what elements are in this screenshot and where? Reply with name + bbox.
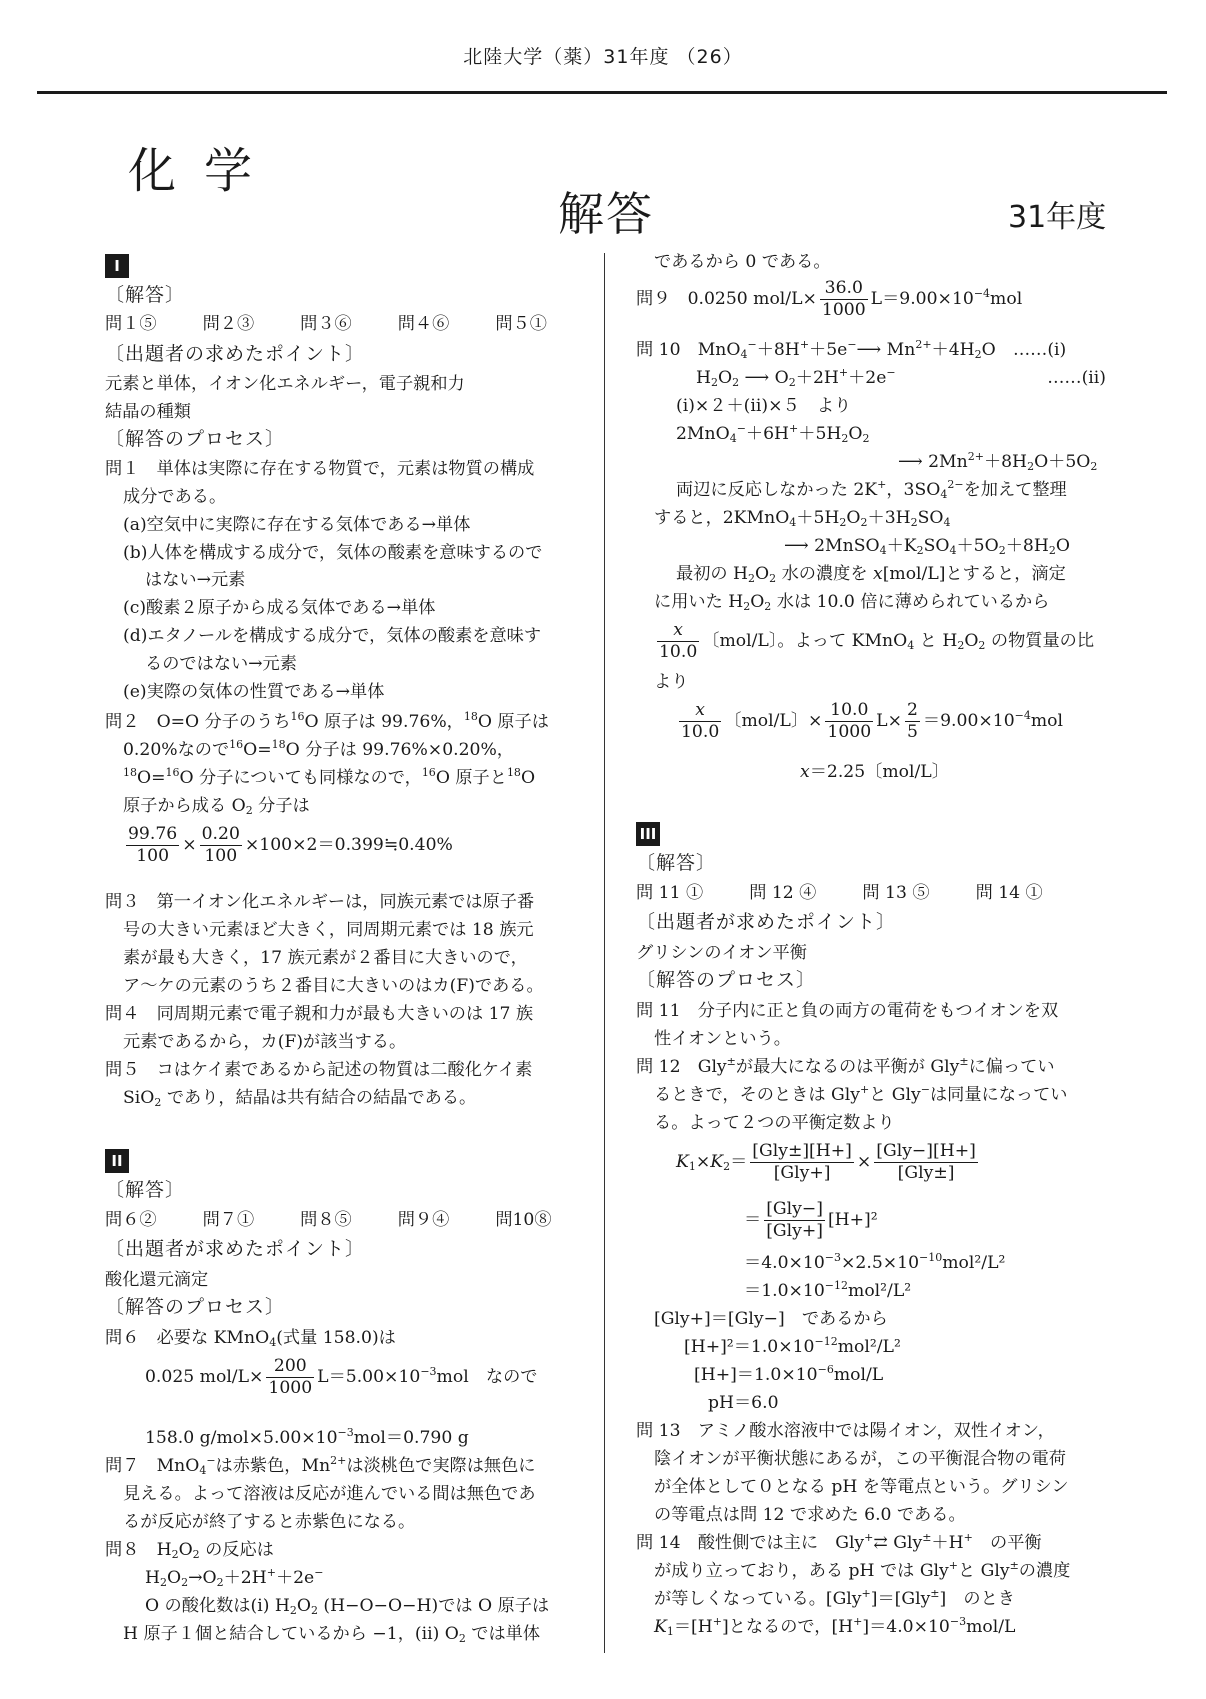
q7-line: 問７ MnO$_4$−は赤紫色，$Mn^{2+}$は淡桃色で実際は無色に <box>105 1454 536 1477</box>
label-kaito: 〔解答〕 <box>105 1179 186 1201</box>
q6-line: 問６ 必要な KMnO$_4$(式量 158.0)は <box>105 1328 396 1349</box>
answer-item: 問10⑧ <box>495 1210 552 1230</box>
q5-line: SiO$_2$ であり，結晶は共有結合の結晶である。 <box>123 1088 477 1109</box>
q3-line: ア～ケの元素のうち２番目に大きいのはカ(F)である。 <box>123 976 544 996</box>
q14-line: が成り立っており，ある pH では Gly+と Gly±の濃度 <box>654 1559 1071 1581</box>
q8-line: $H_2O_2\to O_2+2H^++2e^-$ <box>145 1566 324 1589</box>
q14-line: 問 14 酸性側では主に Gly+⇄ Gly±＋H+ の平衡 <box>636 1531 1042 1553</box>
section-badge-1: I <box>105 254 129 278</box>
label-process: 〔解答のプロセス〕 <box>105 428 286 450</box>
answer-item: 問 13 ⑤ <box>862 883 930 903</box>
answer-title: 解答 <box>558 187 654 241</box>
point-line: 結晶の種類 <box>105 402 191 422</box>
answer-row-2 <box>105 1212 598 1229</box>
q1-line: はない→元素 <box>145 570 246 590</box>
answer-item: 問 14 ① <box>975 883 1043 903</box>
q11-line: 問 11 分子内に正と負の両方の電荷をもつイオンを双 <box>636 1001 1059 1021</box>
q10-line: 問 10 MnO$_4$−＋8H+＋5e−⟶ $Mn^{2+}+4H_2O$ ……(i) <box>636 338 1067 361</box>
year-label: 31年度 <box>1008 200 1107 235</box>
q10-line: ⟶ $2MnSO_4+K_2SO_4+5O_2+8H_2O$ <box>784 536 1070 557</box>
q3-line: 問３ 第一イオン化エネルギーは，同族元素では原子番 <box>105 892 535 912</box>
answer-item: 問５① <box>495 314 547 334</box>
answer-item: 問４⑥ <box>397 314 450 334</box>
q12-line: るときで，そのときは Gly+と Gly−は同量になってい <box>654 1083 1068 1105</box>
column-divider <box>604 253 605 1653</box>
q10-line: $\frac{x}{10.0}$ 〔mol/L〕。よって KMnO$_4$ と $H_2O_2$ の物質量の比 <box>659 620 1095 663</box>
q7-line: るが反応が終了すると赤紫色になる。 <box>123 1512 416 1532</box>
q1-line: (e)実際の気体の性質である→単体 <box>123 682 385 702</box>
q8-line: 問８ $H_2O_2$ の反応は <box>105 1540 274 1561</box>
q1-line: るのではない→元素 <box>145 654 297 674</box>
answer-item: 問１⑤ <box>105 314 157 334</box>
q12-equation: $[H+]=1.0\times 10^{-6}mol/L$ <box>694 1363 884 1385</box>
answer-item: 問９④ <box>397 1210 450 1230</box>
q13-line: 問 13 アミノ酸水溶液中では陽イオン，双性イオン， <box>636 1421 1055 1441</box>
answer-item: 問３⑥ <box>300 314 352 334</box>
q12-equation: pH＝6.0 <box>708 1393 779 1413</box>
label-point: 〔出題者が求めたポイント〕 <box>105 1238 366 1260</box>
fraction: $\frac{\text{[Gly±][H+]}}{\text{[Gly+]}}$ <box>752 1141 852 1184</box>
q8-line: H 原子１個と結合しているから −1，(ii) $O_2$ では単体 <box>123 1624 541 1645</box>
q3-line: 素が最も大きく，17 族元素が２番目に大きいので， <box>123 948 528 968</box>
q4-line: 問４ 同周期元素で電子親和力が最も大きいのは 17 族 <box>105 1004 534 1024</box>
fraction: $\frac{0.20}{100}$ <box>201 824 240 867</box>
answer-row-1 <box>105 316 593 333</box>
answer-item: 問 12 ④ <box>749 883 817 903</box>
answer-item: 問７① <box>202 1210 255 1230</box>
q2-line: 原子から成る $O_2$ 分子は <box>123 796 310 817</box>
page-header: 北陸大学（薬）31年度 （26） <box>463 46 743 68</box>
q10-result: x＝2.25〔mol/L〕 <box>800 762 949 782</box>
q8-line: であるから 0 である。 <box>654 252 831 272</box>
q6-equation: 0.025 mol/L× $\frac{200}{1000}$ $L=5.00\times 10^{-3}mol$ なので <box>145 1356 538 1399</box>
q12-equation: ＝ $\frac{\text{[Gly−]}}{\text{[Gly+]}}$ [H+]² <box>744 1199 878 1242</box>
fraction: $\frac{36.0}{1000}$ <box>821 278 866 321</box>
q9-equation: 問９ 0.0250 mol/L× $\frac{36.0}{1000}$ $L=9.00\times 10^{-4}mol$ <box>636 278 1023 321</box>
q13-line: が全体として０となる pH を等電点という。グリシン <box>654 1477 1069 1497</box>
q10-line: より <box>654 672 689 692</box>
fraction: $\frac{\text{[Gly−][H+]}}{\text{[Gly±]}}$ <box>876 1141 976 1184</box>
label-kaito: 〔解答〕 <box>636 852 717 874</box>
q13-line: の等電点は問 12 で求めた 6.0 である。 <box>654 1505 966 1525</box>
point-line: 酸化還元滴定 <box>105 1270 209 1290</box>
fraction: $\frac{10.0}{1000}$ <box>827 700 872 743</box>
q2-equation: $\frac{99.76}{100}$ × $\frac{0.20}{100}$ ×100×2＝0.399≒0.40% <box>128 824 453 867</box>
label-process: 〔解答のプロセス〕 <box>636 969 817 991</box>
q1-line: (c)酸素２原子から成る気体である→単体 <box>123 598 436 618</box>
q10-line: $H_2O_2$ ⟶ $O_2+2H^++2e^-$ ……(ii) <box>696 366 1106 389</box>
fraction: $\frac{x}{10.0}$ <box>681 700 720 743</box>
q3-line: 号の大きい元素ほど大きく，同周期元素では 18 族元 <box>123 920 534 940</box>
q12-equation: $[H+]^2=1.0\times 10^{-12}mol^2/L^2$ <box>684 1335 901 1357</box>
fraction: $\frac{x}{10.0}$ <box>659 620 698 663</box>
label-point: 〔出題者が求めたポイント〕 <box>636 911 897 933</box>
q1-line: (a)空気中に実際に存在する気体である→単体 <box>123 515 471 535</box>
q5-line: 問５ コはケイ素であるから記述の物質は二酸化ケイ素 <box>105 1060 533 1080</box>
q10-line: に用いた $H_2O_2$ 水は 10.0 倍に薄められているから <box>654 592 1050 613</box>
q10-line: $2MnO_4^-+6H^++5H_2O_2$ <box>676 422 870 445</box>
q10-line: すると，$2KMnO_4+5H_2O_2+3H_2SO_4$ <box>654 508 951 529</box>
q13-line: 陰イオンが平衡状態にあるが，この平衡混合物の電荷 <box>654 1449 1066 1469</box>
q2-line: $^{18}$O=$^{16}$O 分子についても同様なので，$^{16}$O 原子と$^{18}$O <box>123 766 536 788</box>
q1-line: (d)エタノールを構成する成分で，気体の酸素を意味す <box>123 626 542 646</box>
section-badge-2: II <box>105 1149 129 1173</box>
q1-line: 問１ 単体は実際に存在する物質で，元素は物質の構成 <box>105 459 535 479</box>
q10-equation: $\frac{x}{10.0}$ 〔mol/L〕× $\frac{10.0}{1000}$ L× $\frac{2}{5}$ $=9.00\times 10^{-4}mol$ <box>681 700 1064 743</box>
label-process: 〔解答のプロセス〕 <box>105 1296 286 1318</box>
q10-line: 両辺に反応しなかった 2K+，$3SO_4^{2-}$を加えて整理 <box>676 478 1067 501</box>
answer-item: 問２③ <box>202 314 255 334</box>
answer-item: 問８⑤ <box>300 1210 352 1230</box>
q12-equation: $=4.0\times 10^{-3}\times 2.5\times 10^{-10}mol^2/L^2$ <box>744 1251 1006 1273</box>
section-badge-3: III <box>636 822 660 846</box>
q12-equation: $=1.0\times 10^{-12}mol^2/L^2$ <box>744 1279 912 1301</box>
point-line: グリシンのイオン平衡 <box>636 943 807 963</box>
q12-line: [Gly+]＝[Gly−] であるから <box>654 1309 888 1329</box>
q11-line: 性イオンという。 <box>654 1029 791 1049</box>
q12-line: 問 12 Gly±が最大になるのは平衡が Gly±に偏ってい <box>636 1055 1055 1077</box>
fraction: $\frac{\text{[Gly−]}}{\text{[Gly+]}}$ <box>766 1199 823 1242</box>
answer-item: 問６② <box>105 1210 157 1230</box>
q10-line: (i)×２＋(ii)×５ より <box>676 396 852 416</box>
fraction: $\frac{99.76}{100}$ <box>128 824 178 867</box>
label-point: 〔出題者の求めたポイント〕 <box>105 343 366 365</box>
q7-line: 見える。よって溶液は反応が進んでいる間は無色であ <box>123 1484 536 1504</box>
fraction: $\frac{2}{5}$ <box>906 700 918 743</box>
point-line: 元素と単体，イオン化エネルギー，電子親和力 <box>105 374 465 394</box>
answer-item: 問 11 ① <box>636 883 704 903</box>
q4-line: 元素であるから，カ(F)が該当する。 <box>123 1032 407 1052</box>
q10-line: 最初の $H_2O_2$ 水の濃度を x[mol/L]とすると，滴定 <box>676 564 1066 585</box>
q6-line: 158.0 $g/mol\times 5.00\times 10^{-3}mol=0.790$ g <box>145 1426 469 1448</box>
q14-line: $K_1=[H^+]$となるので，$[H^+]=4.0\times 10^{-3}mol/L$ <box>654 1615 1016 1638</box>
subject-title: 化学 <box>128 143 281 199</box>
q1-line: (b)人体を構成する成分で，気体の酸素を意味するので <box>123 543 543 563</box>
q1-line: 成分である。 <box>123 487 227 507</box>
q2-line: 0.20%なので$^{16}$O=$^{18}$O 分子は 99.76%×0.20%， <box>123 738 514 760</box>
header-rule <box>37 91 1167 94</box>
q8-line: O の酸化数は(i) $H_2O_2$ (H−O−O−H)では O 原子は <box>145 1596 550 1617</box>
q12-equation: $K_1\times K_2=$ $\frac{\text{[Gly±][H+]}}{\text{[Gly+]}}$ × $\frac{\text{[Gly−][H+]}}{\text{[Gly±]}}$ <box>676 1141 976 1184</box>
fraction: $\frac{200}{1000}$ <box>268 1356 313 1399</box>
q14-line: が等しくなっている。[Gly+]＝[Gly±] のとき <box>654 1587 1015 1609</box>
answer-row-3 <box>636 885 1089 902</box>
q10-line: ⟶ $2Mn^{2+}+8H_2O+5O_2$ <box>898 450 1098 473</box>
q12-line: る。よって２つの平衡定数より <box>654 1113 895 1133</box>
label-kaito: 〔解答〕 <box>105 284 186 306</box>
q2-line: 問２ O=O 分子のうち$^{16}$O 原子は 99.76%，$^{18}$O 原子は <box>105 710 549 732</box>
